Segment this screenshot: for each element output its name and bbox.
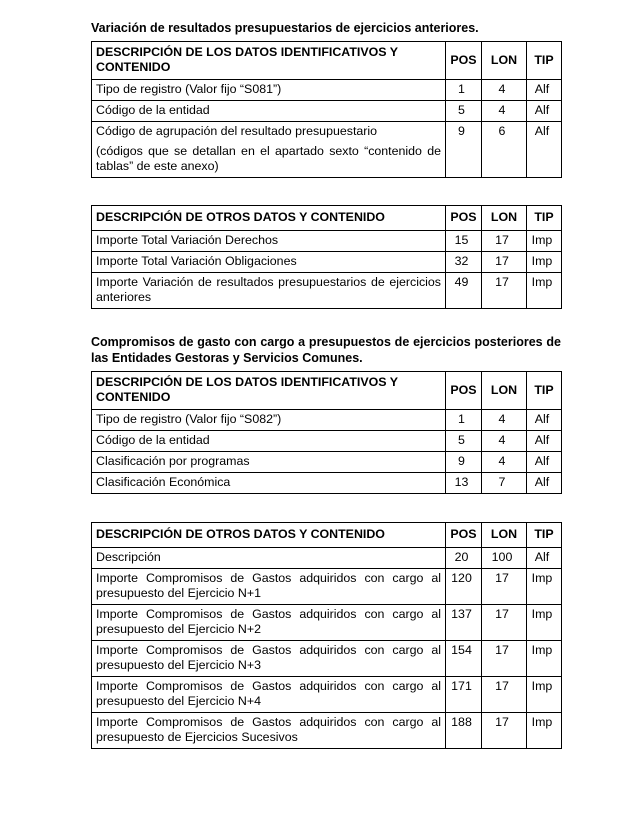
cell-lon: 4	[482, 80, 527, 101]
cell-descripcion: Importe Total Variación Obligaciones	[92, 252, 446, 273]
header-tip: TIP	[527, 523, 562, 548]
cell-pos: 188	[446, 713, 482, 749]
table-row	[92, 452, 562, 473]
table-header-row	[92, 523, 562, 548]
cell-tip: Alf	[527, 101, 562, 122]
table-row	[92, 548, 562, 569]
header-pos: POS	[446, 372, 482, 410]
cell-descripcion: Importe Variación de resultados presupuestarios de ejercicios anteriores	[92, 273, 446, 309]
cell-descripcion: Importe Compromisos de Gastos adquiridos con cargo al presupuesto de Ejercicios Sucesivos	[92, 713, 446, 749]
table-header-row	[92, 206, 562, 231]
cell-tip: Imp	[527, 677, 562, 713]
cell-pos: 20	[446, 548, 482, 569]
cell-pos: 15	[446, 231, 482, 252]
cell-tip: Alf	[527, 452, 562, 473]
table-row	[92, 252, 562, 273]
header-descripcion: DESCRIPCIÓN DE OTROS DATOS Y CONTENIDO	[92, 523, 446, 548]
cell-lon: 17	[482, 273, 527, 309]
header-lon: LON	[482, 206, 527, 231]
cell-pos: 13	[446, 473, 482, 494]
cell-pos: 154	[446, 641, 482, 677]
cell-tip: Alf	[527, 431, 562, 452]
table-row	[92, 431, 562, 452]
cell-lon: 17	[482, 677, 527, 713]
cell-tip: Alf	[527, 122, 562, 178]
cell-lon: 4	[482, 101, 527, 122]
cell-descripcion: Clasificación por programas	[92, 452, 446, 473]
table-identificativos-s082	[91, 371, 562, 494]
cell-descripcion-text: Código de agrupación del resultado presupuestario	[96, 124, 378, 138]
cell-pos: 32	[446, 252, 482, 273]
cell-tip: Imp	[527, 713, 562, 749]
cell-lon: 4	[482, 452, 527, 473]
cell-lon: 17	[482, 231, 527, 252]
table-row	[92, 101, 562, 122]
cell-pos: 1	[446, 410, 482, 431]
cell-lon: 100	[482, 548, 527, 569]
cell-descripcion: Importe Compromisos de Gastos adquiridos con cargo al presupuesto del Ejercicio N+4	[92, 677, 446, 713]
cell-lon: 17	[482, 569, 527, 605]
cell-tip: Imp	[527, 641, 562, 677]
header-pos: POS	[446, 42, 482, 80]
cell-pos: 137	[446, 605, 482, 641]
table-row	[92, 273, 562, 309]
header-tip: TIP	[527, 42, 562, 80]
cell-descripcion: Importe Compromisos de Gastos adquiridos con cargo al presupuesto del Ejercicio N+2	[92, 605, 446, 641]
table-otros-datos-s081	[91, 205, 562, 309]
cell-pos: 5	[446, 101, 482, 122]
table-row	[92, 641, 562, 677]
cell-pos: 5	[446, 431, 482, 452]
cell-pos: 171	[446, 677, 482, 713]
cell-tip: Alf	[527, 410, 562, 431]
header-pos: POS	[446, 523, 482, 548]
cell-pos: 1	[446, 80, 482, 101]
table-row	[92, 231, 562, 252]
cell-lon: 6	[482, 122, 527, 178]
cell-pos: 49	[446, 273, 482, 309]
header-lon: LON	[482, 523, 527, 548]
cell-descripcion: Código de la entidad	[92, 431, 446, 452]
cell-pos: 9	[446, 452, 482, 473]
table-row	[92, 410, 562, 431]
cell-pos: 120	[446, 569, 482, 605]
cell-lon: 7	[482, 473, 527, 494]
header-descripcion: DESCRIPCIÓN DE LOS DATOS IDENTIFICATIVOS Y CONTENIDO	[92, 42, 446, 80]
header-tip: TIP	[527, 206, 562, 231]
cell-lon: 17	[482, 713, 527, 749]
cell-descripcion: Código de la entidad	[92, 101, 446, 122]
cell-lon: 17	[482, 252, 527, 273]
cell-lon: 17	[482, 605, 527, 641]
cell-descripcion-note: (códigos que se detallan en el apartado sexto “contenido de tablas” de este anexo)	[96, 144, 441, 173]
cell-descripcion: Importe Compromisos de Gastos adquiridos con cargo al presupuesto del Ejercicio N+1	[92, 569, 446, 605]
cell-descripcion: Tipo de registro (Valor fijo “S081”)	[92, 80, 446, 101]
cell-tip: Alf	[527, 548, 562, 569]
table-row	[92, 605, 562, 641]
table-otros-datos-s082	[91, 522, 562, 749]
cell-tip: Alf	[527, 473, 562, 494]
table-row	[92, 569, 562, 605]
header-pos: POS	[446, 206, 482, 231]
cell-pos: 9	[446, 122, 482, 178]
table-row	[92, 713, 562, 749]
cell-tip: Imp	[527, 569, 562, 605]
header-descripcion: DESCRIPCIÓN DE OTROS DATOS Y CONTENIDO	[92, 206, 446, 231]
header-descripcion: DESCRIPCIÓN DE LOS DATOS IDENTIFICATIVOS Y CONTENIDO	[92, 372, 446, 410]
table-row	[92, 473, 562, 494]
table-identificativos-s081	[91, 41, 562, 178]
section-heading-s081: Variación de resultados presupuestarios de ejercicios anteriores.	[91, 21, 479, 35]
cell-descripcion: Importe Compromisos de Gastos adquiridos con cargo al presupuesto del Ejercicio N+3	[92, 641, 446, 677]
cell-lon: 4	[482, 431, 527, 452]
cell-descripcion	[92, 122, 446, 178]
cell-descripcion: Tipo de registro (Valor fijo “S082”)	[92, 410, 446, 431]
cell-tip: Alf	[527, 80, 562, 101]
table-row	[92, 677, 562, 713]
cell-tip: Imp	[527, 273, 562, 309]
cell-descripcion: Importe Total Variación Derechos	[92, 231, 446, 252]
table-header-row	[92, 372, 562, 410]
cell-descripcion: Descripción	[92, 548, 446, 569]
cell-tip: Imp	[527, 252, 562, 273]
table-row	[92, 122, 562, 178]
table-row	[92, 80, 562, 101]
cell-descripcion: Clasificación Económica	[92, 473, 446, 494]
header-tip: TIP	[527, 372, 562, 410]
cell-tip: Imp	[527, 231, 562, 252]
cell-lon: 17	[482, 641, 527, 677]
table-header-row	[92, 42, 562, 80]
header-lon: LON	[482, 372, 527, 410]
cell-tip: Imp	[527, 605, 562, 641]
section-heading-s082: Compromisos de gasto con cargo a presupuestos de ejercicios posteriores de las Entidades Gestoras y Servicios Comunes.	[91, 335, 561, 365]
header-lon: LON	[482, 42, 527, 80]
cell-lon: 4	[482, 410, 527, 431]
